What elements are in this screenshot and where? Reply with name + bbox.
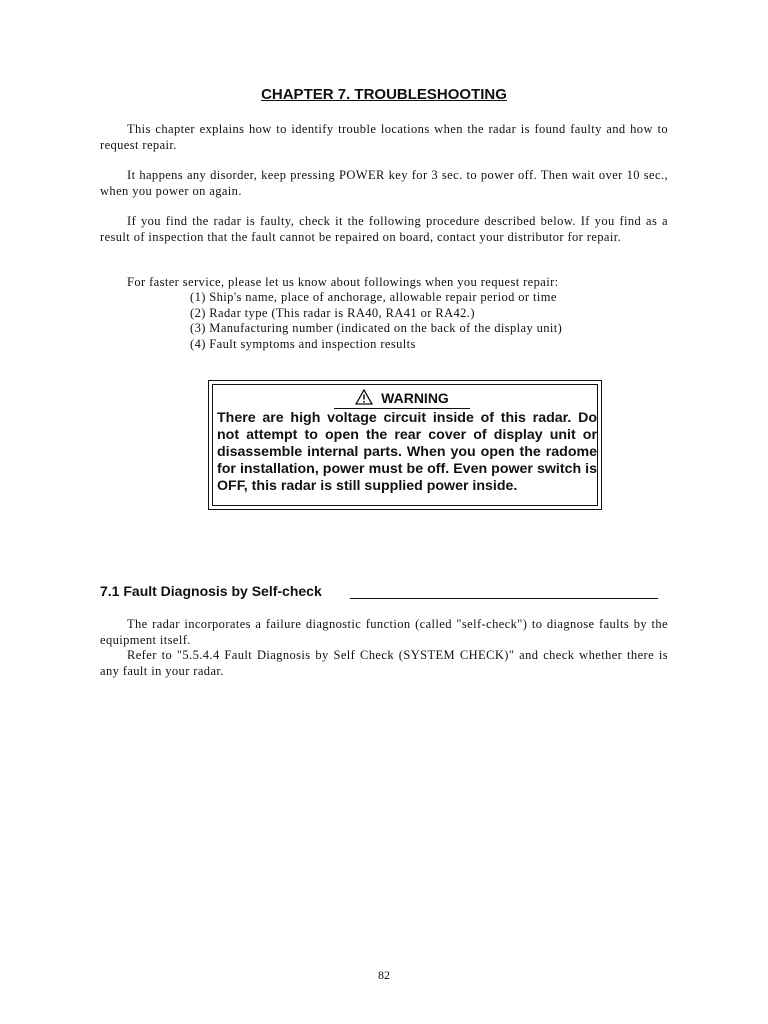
warning-box (208, 380, 602, 510)
chapter-title: CHAPTER 7. TROUBLESHOOTING (261, 86, 507, 103)
list-item: (4) Fault symptoms and inspection results (190, 336, 416, 351)
intro-paragraph-2 (100, 168, 668, 199)
intro-paragraph-3 (100, 214, 668, 245)
section-paragraph-1 (100, 617, 668, 648)
intro-paragraph-4 (100, 275, 668, 291)
request-items-list (190, 290, 562, 352)
warning-text: There are high voltage circuit inside of this radar. Do not attempt to open the rear cover of display unit or disassemble internal parts. When you open the radome for installation, power must be off. Even power switch is OFF, this radar is still supplied power inside. (217, 410, 597, 494)
intro-paragraph-4-text: For faster service, please let us know about followings when you request repair: (127, 275, 559, 289)
warning-header (334, 388, 470, 409)
intro-paragraph-2-text: It happens any disorder, keep pressing POWER key for 3 sec. to power off. Then wait over 10 sec., when you power on again. (100, 168, 668, 198)
list-item: (3) Manufacturing number (indicated on the back of the display unit) (190, 321, 563, 335)
list-item: (1) Ship's name, place of anchorage, allowable repair period or time (190, 290, 557, 304)
section-heading: 7.1 Fault Diagnosis by Self-check (100, 583, 322, 599)
section-paragraph-1-text: The radar incorporates a failure diagnostic function (called "self-check") to diagnose faults by the equipment itself. (100, 617, 668, 647)
section-heading-rule (350, 598, 658, 599)
list-item: (2) Radar type (This radar is RA40, RA41 or RA42.) (190, 305, 475, 320)
intro-paragraph-3-text: If you find the radar is faulty, check it the following procedure described below. If you find as a result of inspection that the fault cannot be repaired on board, contact your distributor for repair. (100, 214, 668, 244)
section-paragraph-2 (100, 648, 668, 679)
page-number: 82 (378, 968, 390, 982)
intro-paragraph-1-text: This chapter explains how to identify trouble locations when the radar is found faulty and how to request repair. (100, 122, 668, 152)
warning-inner-frame (212, 384, 598, 506)
intro-paragraph-1 (100, 122, 668, 153)
section-paragraph-2-text: Refer to "5.5.4.4 Fault Diagnosis by Self Check (SYSTEM CHECK)" and check whether there is any fault in your radar. (100, 648, 668, 678)
warning-triangle-icon (355, 389, 373, 408)
warning-heading: WARNING (381, 390, 449, 406)
